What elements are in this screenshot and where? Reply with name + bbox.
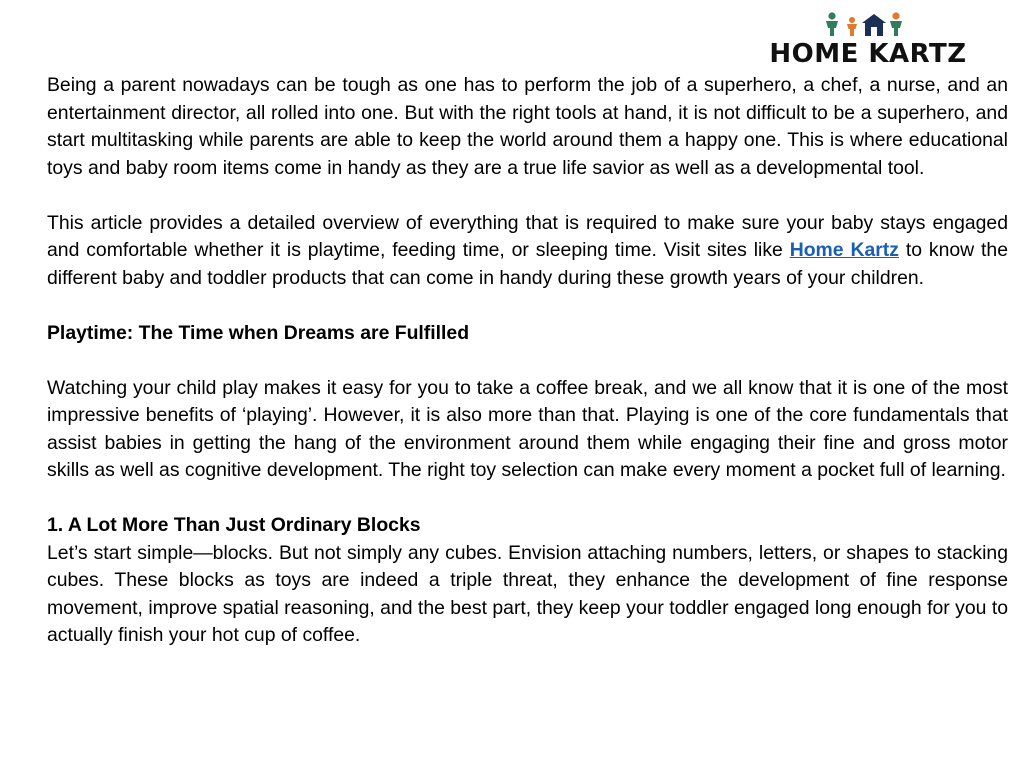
playtime-paragraph: Watching your child play makes it easy for you to take a coffee break, and we all know that it is one of the most impressive benefits of ‘playing’. However, it is also more than that. Playing is one of the core fundamentals that assist babies in getting the hang of the environment around them while engaging their fine and gross motor skills as well as cognitive development. The right toy selection can make every moment a pocket full of learning. xyxy=(47,376,1008,481)
overview-text-after: to know the different baby and toddler products that can come in handy during these growth years of your children. xyxy=(47,239,1009,289)
intro-paragraph: Being a parent nowadays can be tough as one has to perform the job of a superhero, a chef, a nurse, and an entertainment director, all rolled into one. But with the right tools at hand, it is not difficult to be a superhero, and start multitasking while parents are able to keep the world around them a happy one. This is where educational toys and baby room items come in handy as they are a true life savior as well as a developmental tool. xyxy=(47,74,1008,179)
article-body xyxy=(47,72,1008,677)
blocks-paragraph: Let’s start simple—blocks. But not simply any cubes. Envision attaching numbers, letters, or shapes to stacking cubes. These blocks as toys are indeed a triple threat, they enhance the development of fine response movement, improve spatial reasoning, and the best part, they keep your toddler engaged long enough for you to actually finish your hot cup of coffee. xyxy=(47,541,1008,646)
family-icon xyxy=(822,11,906,37)
logo-wordmark: HOME KARTZ xyxy=(769,39,967,69)
blocks-heading: 1. A Lot More Than Just Ordinary Blocks xyxy=(47,514,421,536)
overview-paragraph xyxy=(47,210,1008,293)
playtime-heading: Playtime: The Time when Dreams are Fulfilled xyxy=(47,321,470,344)
overview-text-before: This article provides a detailed overview of everything that is required to make sure your baby stays engaged and comfortable whether it is playtime, feeding time, or sleeping time. Visit sites like xyxy=(47,211,1008,261)
brand-logo xyxy=(768,8,968,70)
home-kartz-link[interactable]: Home Kartz xyxy=(789,239,899,261)
